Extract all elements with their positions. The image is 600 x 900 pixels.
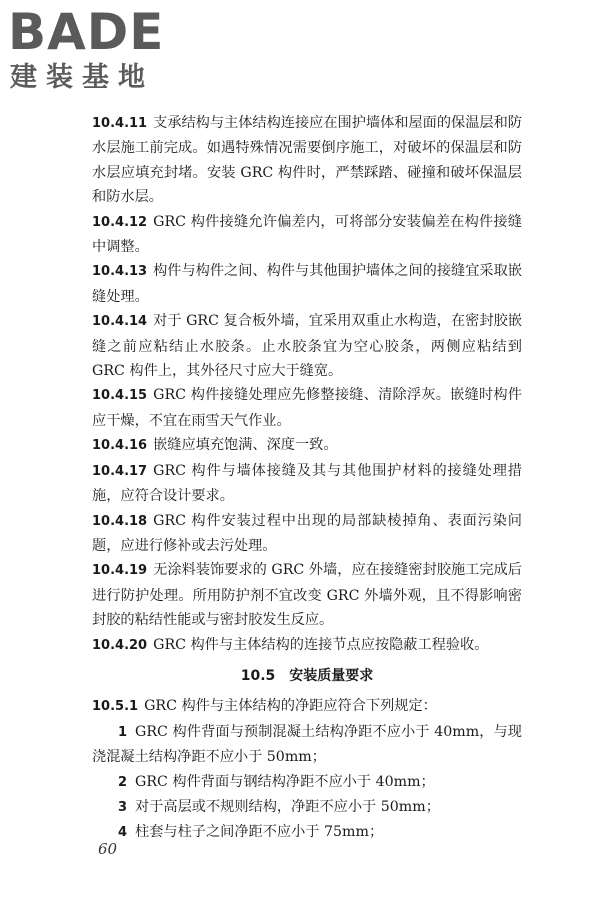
list-item xyxy=(92,770,522,795)
clause-number: 10.4.14 xyxy=(92,314,148,330)
item-text: GRC 构件背面与钢结构净距不应小于 40mm； xyxy=(135,773,435,790)
brand-logo xyxy=(8,4,178,100)
clause-10-4-20 xyxy=(92,633,522,658)
clause-10-4-13 xyxy=(92,259,522,309)
clause-number: 10.4.15 xyxy=(92,388,148,404)
clause-text: GRC 构件接缝处理应先修整接缝、清除浮灰。嵌缝时构件应干燥，不宜在雨雪天气作业。 xyxy=(92,387,522,429)
clause-number: 10.5.1 xyxy=(92,699,139,715)
clause-10-4-18 xyxy=(92,509,522,559)
clause-10-4-16 xyxy=(92,433,522,458)
section-number: 10.5 xyxy=(240,667,276,684)
item-text: GRC 构件背面与预制混凝土结构净距不应小于 40mm，与现浇混凝土结构净距不应小于 50mm； xyxy=(92,723,522,766)
clause-number: 10.4.20 xyxy=(92,637,148,653)
clause-10-4-11 xyxy=(92,111,522,210)
clause-text: 嵌缝应填充饱满、深度一致。 xyxy=(153,437,338,454)
clause-10-4-17 xyxy=(92,459,522,509)
clause-number: 10.4.19 xyxy=(92,563,148,579)
page-number: 60 xyxy=(98,840,118,858)
clause-number: 10.4.16 xyxy=(92,438,148,454)
clause-text: GRC 构件安装过程中出现的局部缺棱掉角、表面污染问题，应进行修补或去污处理。 xyxy=(92,512,522,554)
clause-number: 10.4.18 xyxy=(92,513,148,529)
document-body xyxy=(92,111,522,846)
list-item xyxy=(92,820,522,845)
clause-number: 10.4.17 xyxy=(92,463,148,479)
list-item xyxy=(92,720,522,770)
clause-number: 10.4.11 xyxy=(92,116,148,131)
clause-text: 对于 GRC 复合板外墙，宜采用双重止水构造，在密封胶嵌缝之前应粘结止水胶条。止水胶条宜为空心胶条，两侧应粘结到 GRC 构件上，其外径尺寸应大于缝宽。 xyxy=(92,313,522,380)
clause-text: 无涂料装饰要求的 GRC 外墙，应在接缝密封胶施工完成后进行防护处理。所用防护剂不宜改变 GRC 外墙外观，且不得影响密封胶的粘结性能或与密封胶发生反应。 xyxy=(92,562,522,629)
clause-10-4-15 xyxy=(92,383,522,433)
clause-text: GRC 构件接缝允许偏差内，可将部分安装偏差在构件接缝中调整。 xyxy=(92,213,522,256)
clause-10-5-1 xyxy=(92,694,522,719)
item-number: 3 xyxy=(118,799,128,815)
clause-number: 10.4.12 xyxy=(92,214,148,230)
clause-10-4-14 xyxy=(92,309,522,383)
clause-text: GRC 构件与墙体接缝及其与其他围护材料的接缝处理措施，应符合设计要求。 xyxy=(92,462,522,505)
section-title: 安装质量要求 xyxy=(289,667,374,684)
item-number: 4 xyxy=(118,825,128,841)
logo-wordmark: BADE xyxy=(8,3,165,61)
item-number: 2 xyxy=(118,774,128,790)
clause-text: 构件与构件之间、构件与其他围护墙体之间的接缝宜采取嵌缝处理。 xyxy=(92,263,522,305)
clause-10-4-12 xyxy=(92,210,522,260)
clause-text: GRC 构件与主体结构的净距应符合下列规定： xyxy=(144,698,437,715)
item-text: 对于高层或不规则结构，净距不应小于 50mm； xyxy=(135,798,440,815)
clause-text: GRC 构件与主体结构的连接节点应按隐蔽工程验收。 xyxy=(153,636,489,653)
logo-subtitle: 建装基地 xyxy=(10,62,154,93)
item-text: 柱套与柱子之间净距不应小于 75mm； xyxy=(135,824,384,841)
clause-10-4-19 xyxy=(92,558,522,632)
clause-number: 10.4.13 xyxy=(92,264,148,280)
section-heading xyxy=(92,664,522,688)
clause-text: 支承结构与主体结构连接应在围护墙体和屋面的保温层和防水层施工前完成。如遇特殊情况需要倒序施工，对破坏的保温层和防水层应填充封堵。安装 GRC 构件时，严禁踩踏、碰撞和破坏保温层和防水层。 xyxy=(92,115,522,206)
item-number: 1 xyxy=(118,724,128,740)
list-item xyxy=(92,795,522,820)
